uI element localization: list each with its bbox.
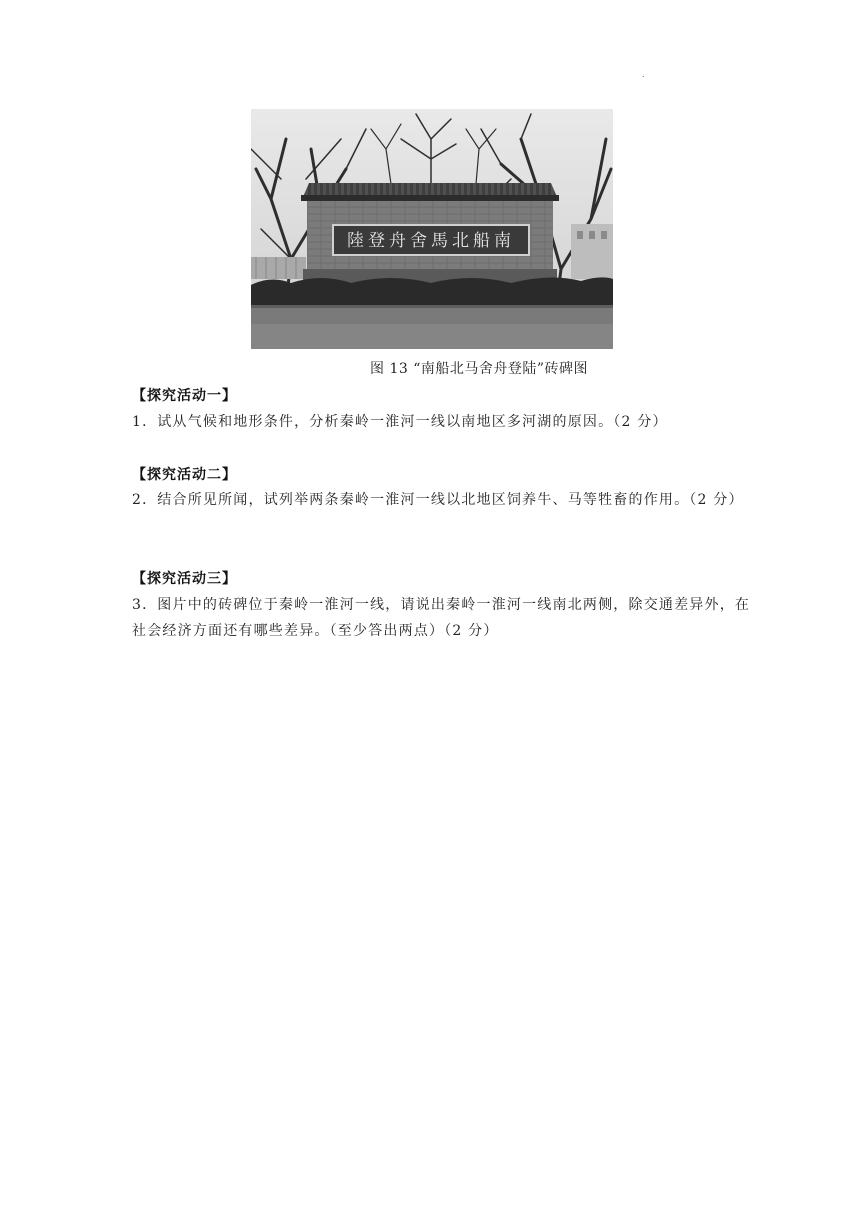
figure-caption: 图 13 “南船北马舍舟登陆”砖碑图 (370, 361, 589, 377)
signboard-text: 陸登舟舍馬北船南 (347, 231, 515, 251)
brick-monument-photo (251, 109, 613, 349)
section-heading-3: 【探究活动三】 (132, 571, 237, 587)
top-mark: . (642, 70, 645, 79)
section-heading-2: 【探究活动二】 (132, 467, 237, 483)
section-heading-1: 【探究活动一】 (132, 388, 237, 404)
question-1: 1．试从气候和地形条件，分析秦岭一淮河一线以南地区多河湖的原因。（2 分） (132, 414, 668, 430)
question-3: 3．图片中的砖碑位于秦岭一淮河一线，请说出秦岭一淮河一线南北两侧，除交通差异外，在社会经济方面还有哪些差异。（至少答出两点）（2 分） (132, 597, 751, 639)
question-2: 2．结合所见所闻，试列举两条秦岭一淮河一线以北地区饲养牛、马等牲畜的作用。（2 分） (132, 492, 744, 508)
monument-illustration (251, 109, 613, 349)
